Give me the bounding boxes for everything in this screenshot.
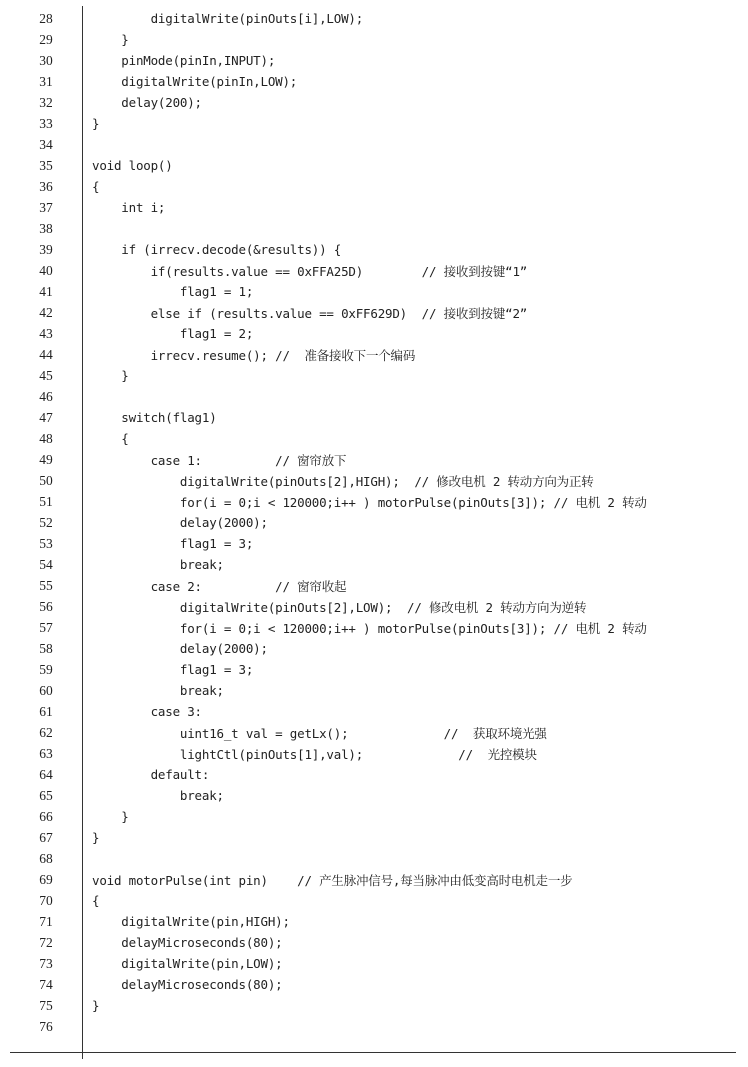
code-text: case 2: // 窗帘收起 xyxy=(92,578,347,594)
code-line xyxy=(10,953,736,974)
code-line xyxy=(10,743,736,764)
code-line xyxy=(10,764,736,785)
code-text: int i; xyxy=(92,200,166,215)
code-text: digitalWrite(pin,LOW); xyxy=(92,956,283,971)
line-number: 45 xyxy=(39,367,53,383)
line-number: 29 xyxy=(39,31,53,47)
code-line xyxy=(10,890,736,911)
code-text: } xyxy=(92,32,129,47)
code-text: { xyxy=(92,893,100,908)
code-listing xyxy=(10,8,736,1037)
code-line xyxy=(10,701,736,722)
code-line xyxy=(10,995,736,1016)
line-number: 50 xyxy=(39,472,53,488)
code-line xyxy=(10,848,736,869)
code-text: } xyxy=(92,116,100,131)
code-text: delay(200); xyxy=(92,95,202,110)
code-text: delay(2000); xyxy=(92,515,268,530)
line-number: 74 xyxy=(39,976,53,992)
code-text: if (irrecv.decode(&results)) { xyxy=(92,242,342,257)
code-line xyxy=(10,617,736,638)
code-line xyxy=(10,575,736,596)
line-number: 76 xyxy=(39,1018,53,1034)
code-text: switch(flag1) xyxy=(92,410,217,425)
code-text: irrecv.resume(); // 准备接收下一个编码 xyxy=(92,347,416,363)
code-line xyxy=(10,8,736,29)
code-text: default: xyxy=(92,767,210,782)
code-text: flag1 = 3; xyxy=(92,536,254,551)
line-number: 31 xyxy=(39,73,53,89)
code-line xyxy=(10,869,736,890)
code-text: lightCtl(pinOuts[1],val); // 光控模块 xyxy=(92,746,537,762)
code-line xyxy=(10,281,736,302)
line-number: 44 xyxy=(39,346,53,362)
code-line xyxy=(10,176,736,197)
code-line xyxy=(10,407,736,428)
line-number: 42 xyxy=(39,304,53,320)
line-number: 49 xyxy=(39,451,53,467)
code-line xyxy=(10,680,736,701)
line-number: 71 xyxy=(39,913,53,929)
code-text: { xyxy=(92,179,100,194)
code-line xyxy=(10,449,736,470)
code-line xyxy=(10,344,736,365)
line-number: 39 xyxy=(39,241,53,257)
code-line xyxy=(10,785,736,806)
line-number: 58 xyxy=(39,640,53,656)
code-text: flag1 = 3; xyxy=(92,662,254,677)
code-text: flag1 = 2; xyxy=(92,326,254,341)
code-line xyxy=(10,596,736,617)
code-text: pinMode(pinIn,INPUT); xyxy=(92,53,276,68)
line-number: 41 xyxy=(39,283,53,299)
code-line xyxy=(10,428,736,449)
line-number: 75 xyxy=(39,997,53,1013)
line-number: 73 xyxy=(39,955,53,971)
line-number: 66 xyxy=(39,808,53,824)
line-number: 70 xyxy=(39,892,53,908)
code-text: } xyxy=(92,998,100,1013)
line-number: 35 xyxy=(39,157,53,173)
code-line xyxy=(10,218,736,239)
code-line xyxy=(10,386,736,407)
line-number: 47 xyxy=(39,409,53,425)
line-number: 61 xyxy=(39,703,53,719)
code-text: void motorPulse(int pin) // 产生脉冲信号,每当脉冲由低变高时电机走一步 xyxy=(92,872,573,888)
line-number: 32 xyxy=(39,94,53,110)
code-text: } xyxy=(92,830,100,845)
code-text: break; xyxy=(92,683,224,698)
line-number: 43 xyxy=(39,325,53,341)
code-text: for(i = 0;i < 120000;i++ ) motorPulse(pinOuts[3]); // 电机 2 转动 xyxy=(92,620,647,636)
code-line xyxy=(10,554,736,575)
code-line xyxy=(10,365,736,386)
code-line xyxy=(10,974,736,995)
code-line xyxy=(10,512,736,533)
line-number: 48 xyxy=(39,430,53,446)
code-text: break; xyxy=(92,788,224,803)
code-line xyxy=(10,239,736,260)
code-text: digitalWrite(pinOuts[2],LOW); // 修改电机 2 转动方向为逆转 xyxy=(92,599,587,615)
line-number: 52 xyxy=(39,514,53,530)
code-line xyxy=(10,92,736,113)
line-number: 60 xyxy=(39,682,53,698)
code-line xyxy=(10,113,736,134)
line-number: 55 xyxy=(39,577,53,593)
line-number: 68 xyxy=(39,850,53,866)
code-text: digitalWrite(pinOuts[2],HIGH); // 修改电机 2 转动方向为正转 xyxy=(92,473,594,489)
code-line xyxy=(10,638,736,659)
code-line xyxy=(10,50,736,71)
code-line xyxy=(10,491,736,512)
code-line xyxy=(10,827,736,848)
code-text: uint16_t val = getLx(); // 获取环境光强 xyxy=(92,725,547,741)
line-number: 59 xyxy=(39,661,53,677)
code-text: digitalWrite(pinIn,LOW); xyxy=(92,74,298,89)
line-number: 72 xyxy=(39,934,53,950)
code-text: { xyxy=(92,431,129,446)
code-line xyxy=(10,71,736,92)
line-number: 34 xyxy=(39,136,53,152)
line-number: 46 xyxy=(39,388,53,404)
line-number: 57 xyxy=(39,619,53,635)
code-line xyxy=(10,197,736,218)
line-number: 54 xyxy=(39,556,53,572)
line-number: 37 xyxy=(39,199,53,215)
code-line xyxy=(10,29,736,50)
code-line xyxy=(10,302,736,323)
code-text: for(i = 0;i < 120000;i++ ) motorPulse(pinOuts[3]); // 电机 2 转动 xyxy=(92,494,647,510)
code-line xyxy=(10,1016,736,1037)
line-number: 38 xyxy=(39,220,53,236)
line-number: 63 xyxy=(39,745,53,761)
code-text: void loop() xyxy=(92,158,173,173)
line-number: 56 xyxy=(39,598,53,614)
code-text: } xyxy=(92,368,129,383)
code-line xyxy=(10,533,736,554)
code-line xyxy=(10,806,736,827)
code-text: delayMicroseconds(80); xyxy=(92,977,283,992)
code-text: digitalWrite(pinOuts[i],LOW); xyxy=(92,11,364,26)
code-line xyxy=(10,134,736,155)
code-line xyxy=(10,722,736,743)
code-text: digitalWrite(pin,HIGH); xyxy=(92,914,290,929)
line-number: 64 xyxy=(39,766,53,782)
code-text: case 3: xyxy=(92,704,202,719)
code-text: } xyxy=(92,809,129,824)
code-text: delay(2000); xyxy=(92,641,268,656)
code-text: if(results.value == 0xFFA25D) // 接收到按键“1” xyxy=(92,263,528,279)
line-number: 33 xyxy=(39,115,53,131)
line-number: 69 xyxy=(39,871,53,887)
line-number: 30 xyxy=(39,52,53,68)
code-line xyxy=(10,659,736,680)
line-number: 28 xyxy=(39,10,53,26)
bottom-rule xyxy=(10,1052,736,1053)
line-number: 53 xyxy=(39,535,53,551)
code-text: case 1: // 窗帘放下 xyxy=(92,452,347,468)
code-line xyxy=(10,470,736,491)
code-text: break; xyxy=(92,557,224,572)
line-number: 36 xyxy=(39,178,53,194)
line-number: 62 xyxy=(39,724,53,740)
code-line xyxy=(10,323,736,344)
code-text: delayMicroseconds(80); xyxy=(92,935,283,950)
code-text: else if (results.value == 0xFF629D) // 接收到按键“2” xyxy=(92,305,528,321)
code-line xyxy=(10,155,736,176)
line-number: 65 xyxy=(39,787,53,803)
code-line xyxy=(10,911,736,932)
code-line xyxy=(10,932,736,953)
line-number: 51 xyxy=(39,493,53,509)
line-number: 40 xyxy=(39,262,53,278)
code-text: flag1 = 1; xyxy=(92,284,254,299)
line-number: 67 xyxy=(39,829,53,845)
code-line xyxy=(10,260,736,281)
